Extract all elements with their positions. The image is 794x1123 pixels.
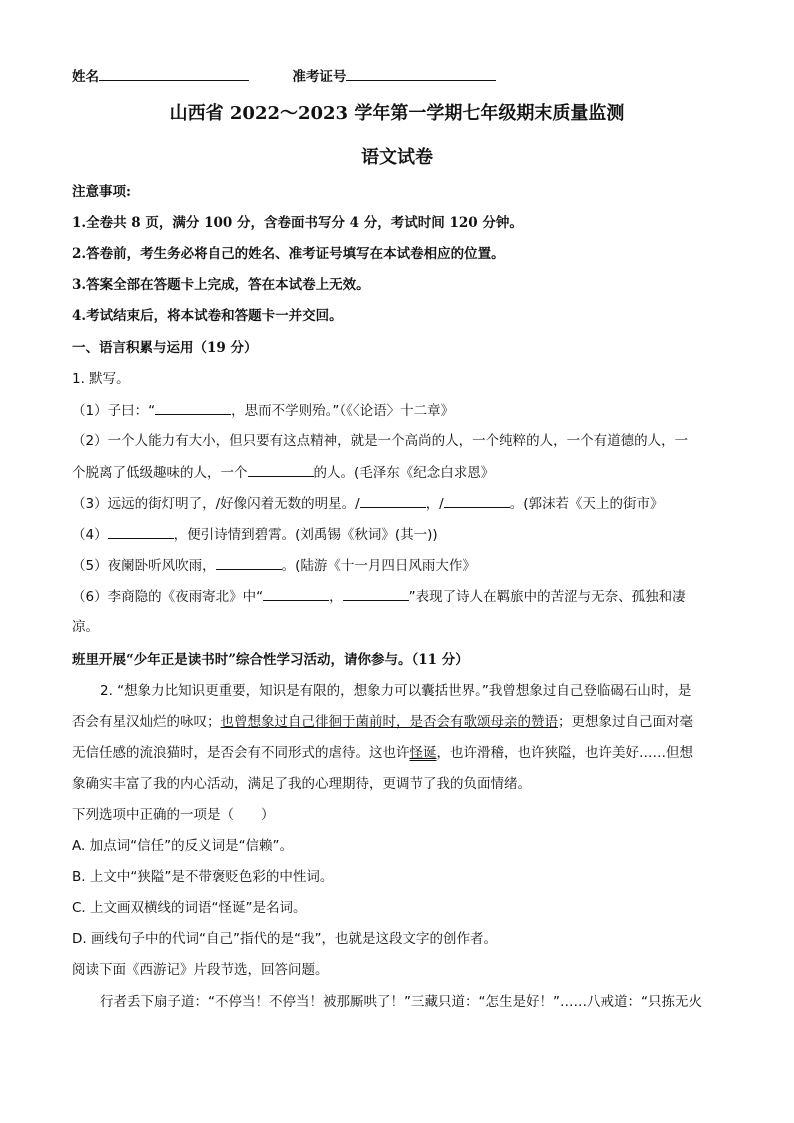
section-heading: 一、语言积累与运用（19 分） (72, 340, 258, 356)
page-subtitle: 语文试卷 (361, 147, 433, 168)
answer-blank[interactable] (108, 524, 174, 539)
answer-blank[interactable] (248, 462, 314, 477)
q1-item-2-line2: 个脱离了低级趣味的人，一个 的人。(毛泽东《纪念白求恩》 (72, 462, 724, 483)
answer-blank[interactable] (216, 555, 282, 570)
q1-item-4: （4） ，便引诗情到碧霄。(刘禹锡《秋词》(其一)) (72, 524, 724, 545)
answer-blank[interactable] (360, 493, 426, 508)
underlined-sentence: 也曾想象过自己徘徊于菌前时，是否会有歌颂母亲的赞语 (220, 714, 558, 730)
name-blank (99, 66, 249, 81)
answer-blank[interactable] (155, 400, 231, 415)
page-title: 山西省 2022～2023 学年第一学期七年级期末质量监测 (169, 103, 625, 124)
notice-heading: 注意事项: (72, 184, 131, 200)
notice-item: 3.答案全部在答题卡上完成，答在本试卷上无效。 (72, 277, 370, 293)
notice-item: 2.答卷前，考生务必将自己的姓名、准考证号填写在本试卷相应的位置。 (72, 246, 505, 262)
activity-heading: 班里开展“少年正是读书时”综合性学习活动，请你参与。（11 分） (72, 652, 469, 668)
q1-item-3: （3）远远的街灯明了，/好像闪着无数的明星。/ ，/ 。(郭沫若《天上的街市》 (72, 493, 724, 514)
q2-passage-line: 2. “想象力比知识更重要，知识是有限的，想象力可以囊括世界。”我曾想象过自己登临碣石山时，是 (100, 683, 692, 699)
q1-item-1: （1）子曰：“ ，思而不学则殆。”（《〈论语〉十二章》 (72, 400, 724, 421)
q1-item-2-line1: （2）一个人能力有大小，但只要有这点精神，就是一个高尚的人，一个纯粹的人，一个有道德的人，一 (72, 433, 689, 449)
q1-item-5: （5）夜阑卧听风吹雨， 。(陆游《十一月四日风雨大作》 (72, 555, 724, 576)
q2-passage-line: 无信任感的流浪猫时，是否会有不同形式的虐待。这也许怪诞，也许滑稽，也许狭隘，也许美好……但想 (72, 745, 693, 761)
q1-item-6-line2: 凉。 (72, 619, 99, 635)
option-d[interactable]: D. 画线句子中的代词“自己”指代的是“我”，也就是这段文字的创作者。 (72, 931, 497, 947)
answer-blank[interactable] (444, 493, 510, 508)
q2-question: 下列选项中正确的一项是（ ） (72, 807, 275, 823)
exam-id-blank (346, 66, 496, 81)
option-c[interactable]: C. 上文画双横线的词语“怪诞”是名词。 (72, 900, 307, 916)
name-label: 姓名 (72, 69, 99, 85)
answer-blank[interactable] (343, 586, 409, 601)
reading-passage-line: 行者丢下扇子道：“不停当！不停当！被那厮哄了！”三藏只道：“怎生是好！”……八戒道：“只拣无火 (100, 994, 702, 1010)
question-1-title: 1. 默写。 (72, 371, 130, 387)
reading-intro: 阅读下面《西游记》片段节选，回答问题。 (72, 962, 329, 978)
double-underlined-word: 怪诞 (409, 745, 437, 761)
option-a[interactable]: A. 加点词“信任”的反义词是“信赖”。 (72, 838, 294, 854)
q2-passage-line: 否会有星汉灿烂的咏叹；也曾想象过自己徘徊于菌前时，是否会有歌颂母亲的赞语；更想象过自己面对毫 (72, 714, 693, 730)
q1-item-6-line1: （6）李商隐的《夜雨寄北》中“ ， ”表现了诗人在羁旅中的苦涩与无奈、孤独和凄 (72, 586, 724, 607)
header-row (72, 66, 724, 87)
notice-item: 1.全卷共 8 页，满分 100 分，含卷面书写分 4 分，考试时间 120 分钟。 (72, 215, 523, 231)
q2-passage-line: 象确实丰富了我的内心活动，满足了我的心理期待，更调节了我的负面情绪。 (72, 776, 531, 792)
option-b[interactable]: B. 上文中“狭隘”是不带褒贬色彩的中性词。 (72, 869, 334, 885)
exam-id-label: 准考证号 (292, 69, 347, 85)
notice-item: 4.考试结束后，将本试卷和答题卡一并交回。 (72, 308, 343, 324)
answer-blank[interactable] (263, 586, 329, 601)
